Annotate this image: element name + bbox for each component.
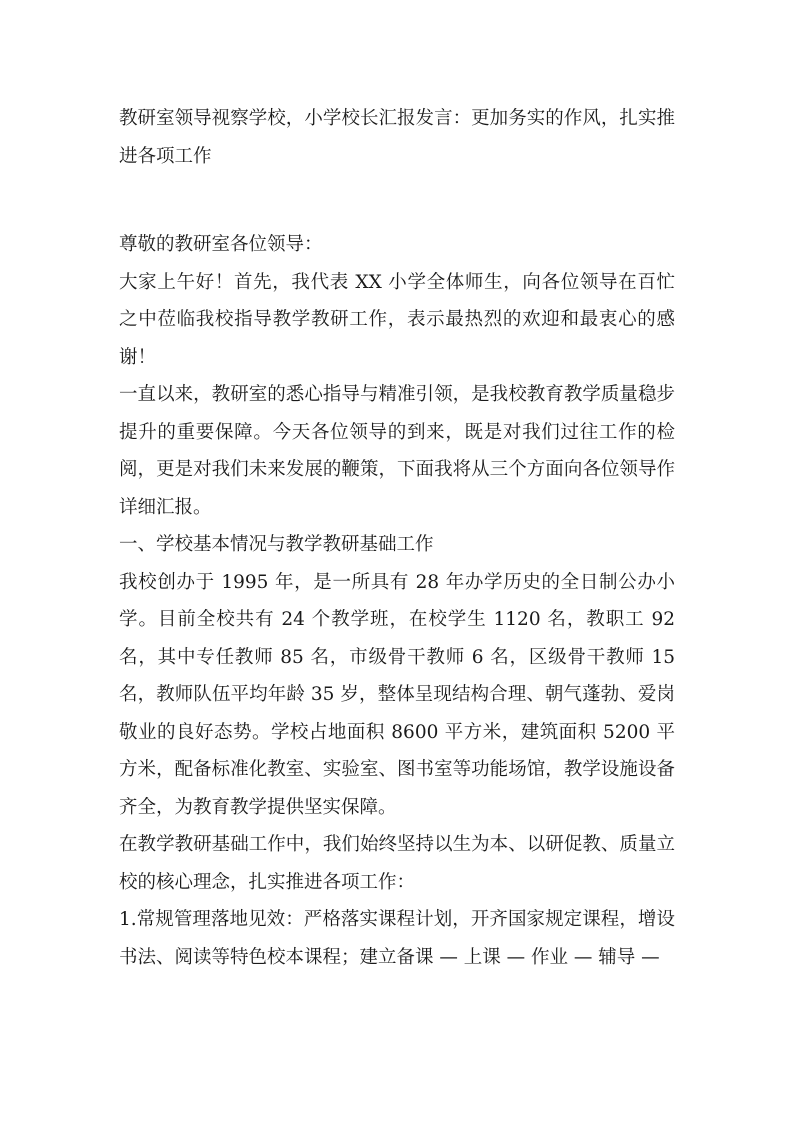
paragraph-introduction: 一直以来，教研室的悉心指导与精准引领，是我校教育教学质量稳步提升的重要保障。今天各位领导的到来，既是对我们过往工作的检阅，更是对我们未来发展的鞭策，下面我将从三个方面向各位领导作详细汇报。 (119, 384, 675, 518)
title-spacer (119, 175, 675, 226)
paragraph-teaching-research-intro: 在教学教研基础工作中，我们始终坚持以生为本、以研促教、质量立校的核心理念，扎实推进各项工作： (119, 834, 675, 893)
salutation: 尊敬的教研室各位领导： (119, 234, 323, 255)
paragraph-school-overview: 我校创办于 1995 年，是一所具有 28 年办学历史的全日制公办小学。目前全校共有 24 个教学班，在校学生 1120 名，教职工 92 名，其中专任教师 85 名，市级骨干教师 6 名，区级骨干教师 15 名，教师队伍平均年龄 35 岁，整体呈现结构合理、朝气蓬勃、爱岗敬业的良好态势。学校占地面积 8600 平方米，建筑面积 5200 平方米，配备标准化教室、实验室、图书室等功能场馆，教学设施设备齐全，为教育教学提供坚实保障。 (119, 571, 675, 818)
section-heading-1: 一、学校基本情况与教学教研基础工作 (119, 534, 434, 555)
document-page (119, 100, 675, 976)
list-item-routine-management: 1.常规管理落地见效：严格落实课程计划，开齐国家规定课程，增设书法、阅读等特色校本课程；建立备课 — 上课 — 作业 — 辅导 — (119, 909, 675, 968)
document-title: 教研室领导视察学校，小学校长汇报发言：更加务实的作风，扎实推进各项工作 (119, 108, 675, 167)
paragraph-greeting: 大家上午好！首先，我代表 XX 小学全体师生，向各位领导在百忙之中莅临我校指导教学教研工作，表示最热烈的欢迎和最衷心的感谢！ (119, 271, 675, 368)
